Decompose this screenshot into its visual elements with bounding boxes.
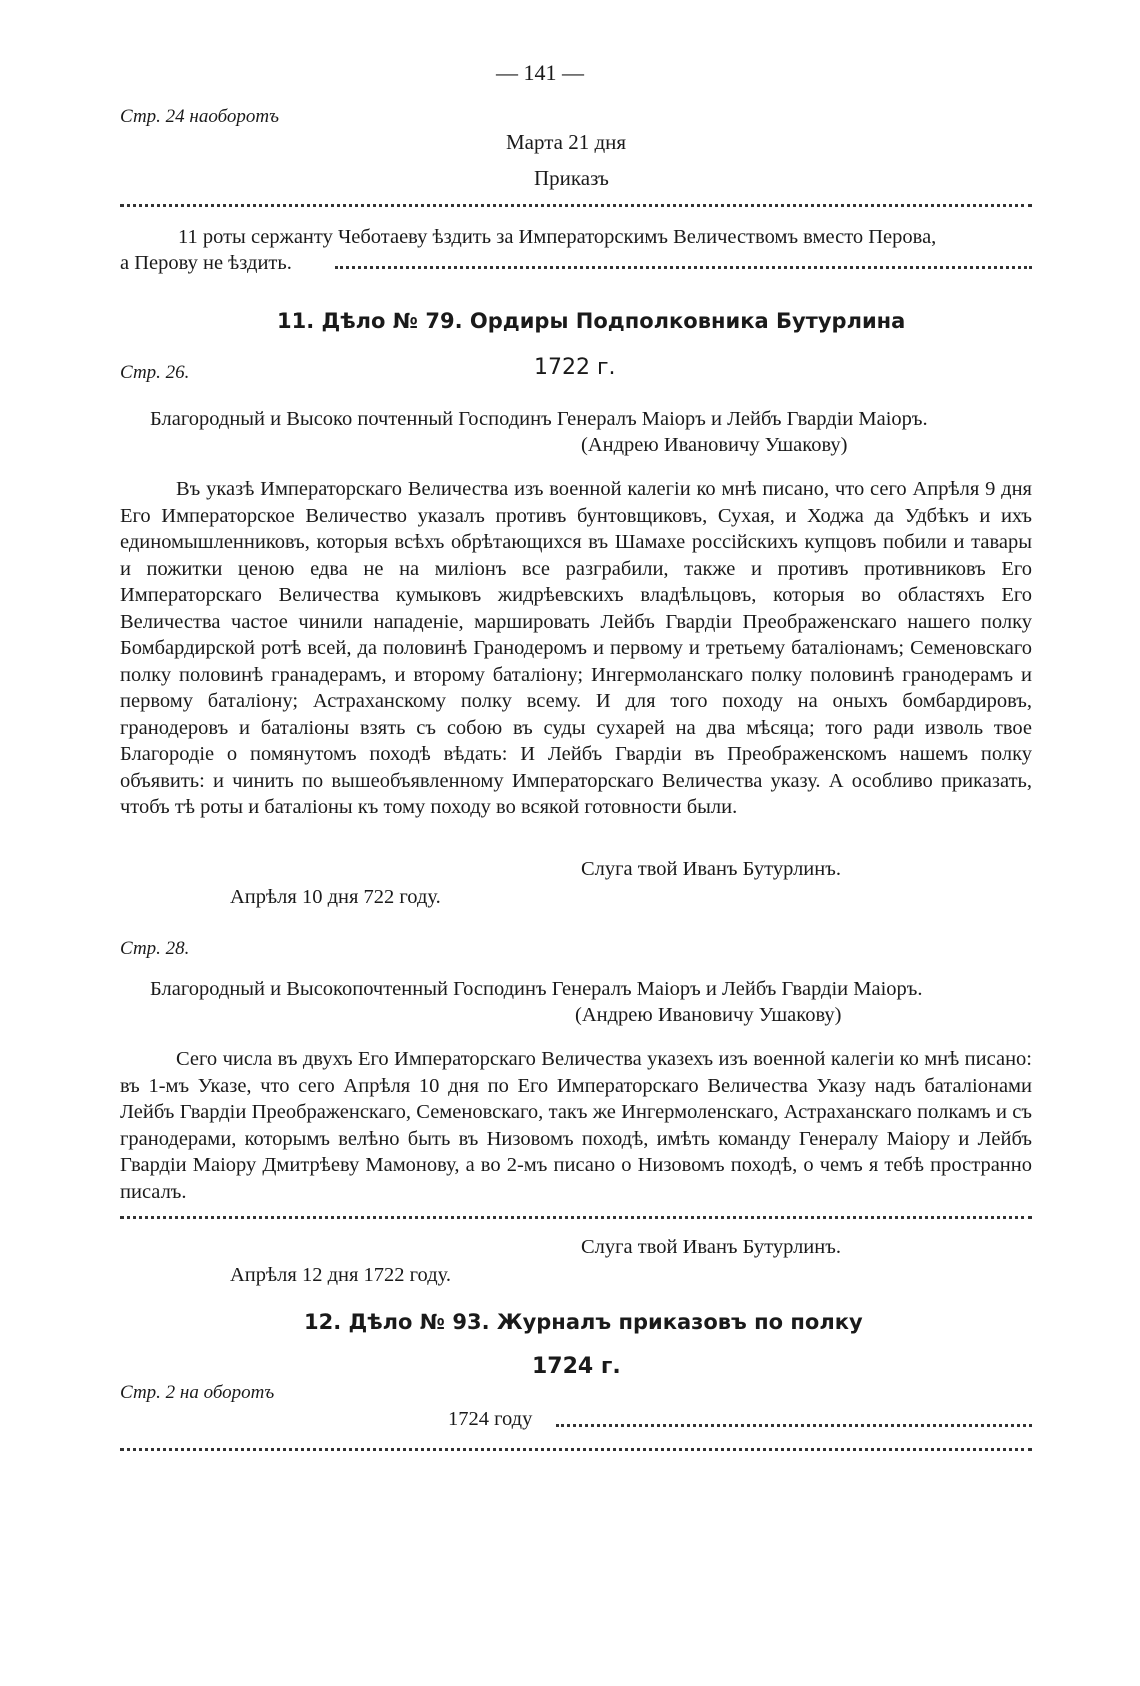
signature: Слуга твой Иванъ Бутурлинъ. xyxy=(581,1236,841,1258)
dotted-separator xyxy=(120,1448,1032,1451)
year-line: 1724 году xyxy=(448,1408,533,1430)
order-body-text: Въ указѣ Императорскаго Величества изъ военной калегіи ко мнѣ писано, что сего Апрѣля 9 дня Его Императорское Величество указалъ противъ бунтовщиковъ, Сухая, и Ходжа да Удбѣкъ и ихъ единомышленниковъ, которыя всѣхъ обрѣтающихся въ Шамахе россійскихъ купцовъ побили и тавары и пожитки ценою едва не на миліонъ все разграбили, также и противъ противниковъ Его Императорскаго Величества кумыковъ жидрѣевскихъ владѣльцовъ, которыя во областяхъ Его Величества частое чинили нападеніе, маршировать Лейбъ Гвардіи Преображенскаго нашего полку Бомбардирской ротѣ всей, да половинѣ Гранодеромъ и первому и третьему баталіонамъ; Семеновскаго полку половинѣ гранадерамъ, и второму баталіону; Ингермоланскаго полку половинѣ гранодерамъ и первому баталіону; Астраханскому полку всему. И для того походу на оныхъ бомбардировъ, гранодеровъ и баталіоны взять съ собою въ суды сухарей на два мѣсяца; того ради изволь твое Благородіе о помянутомъ походѣ вѣдать: И Лейбъ Гвардіи въ Преображенскомъ нашемъ полку объявить: и чинить по вышеобъявленному Императорскаго Величества указу. А особливо приказать, чтобъ тѣ роты и баталіоны къ тому походу во всякой готовности были. xyxy=(120,478,1032,818)
page-number: — 141 — xyxy=(496,60,584,85)
section-year: 1722 г. xyxy=(534,355,616,380)
order-line: 11 роты сержанту Чеботаеву ѣздить за Императорскимъ Величествомъ вместо Перова, xyxy=(178,226,937,248)
margin-ref: Стр. 24 наоборотъ xyxy=(120,106,279,127)
order-title: Приказъ xyxy=(534,166,609,190)
order-body xyxy=(120,476,1032,821)
date-line: Марта 21 дня xyxy=(506,130,627,154)
order-line: а Перову не ѣздить. xyxy=(120,252,292,274)
addressee: (Андрею Ивановичу Ушакову) xyxy=(575,1004,842,1026)
order-body xyxy=(120,1046,1032,1205)
margin-ref: Стр. 28. xyxy=(120,938,190,959)
dotted-separator xyxy=(120,204,1032,207)
signature: Слуга твой Иванъ Бутурлинъ. xyxy=(581,858,841,880)
section-heading: 11. Дѣло № 79. Ордиры Подполковника Бутурлина xyxy=(277,309,906,333)
address-line: Благородный и Высокопочтенный Господинъ Генералъ Маіоръ и Лейбъ Гвардіи Маіоръ. xyxy=(150,978,923,1000)
addressee: (Андрею Ивановичу Ушакову) xyxy=(581,434,848,456)
order-date: Апрѣля 12 дня 1722 году. xyxy=(230,1264,451,1286)
section-year: 1724 г. xyxy=(532,1354,621,1379)
address-line: Благородный и Высоко почтенный Господинъ Генералъ Маіоръ и Лейбъ Гвардіи Маіоръ. xyxy=(150,408,928,430)
order-body-text: Сего числа въ двухъ Его Императорскаго Величества указехъ изъ военной калегіи ко мнѣ писано: въ 1-мъ Указе, что сего Апрѣля 10 дня по Его Императорскаго Величества Указу надъ баталіонами Лейбъ Гвардіи Преображенскаго, Семеновскаго, такъ же Ингермоленскаго, Астраханскаго полкамъ и съ гранодерами, которымъ велѣно быть въ Низовомъ походѣ, имѣть команду Генералу Маіору и Лейбъ Гвардіи Маіору Дмитрѣеву Мамонову, а во 2-мъ писано о Низовомъ походѣ, о чемъ я тебѣ пространно писалъ. xyxy=(120,1048,1032,1203)
margin-ref: Стр. 26. xyxy=(120,362,190,383)
dotted-leader xyxy=(335,266,1032,269)
section-heading: 12. Дѣло № 93. Журналъ приказовъ по полку xyxy=(304,1310,863,1334)
dotted-separator xyxy=(120,1216,1032,1219)
dotted-leader xyxy=(556,1424,1032,1427)
margin-ref: Стр. 2 на оборотъ xyxy=(120,1382,275,1403)
order-date: Апрѣля 10 дня 722 году. xyxy=(230,886,441,908)
